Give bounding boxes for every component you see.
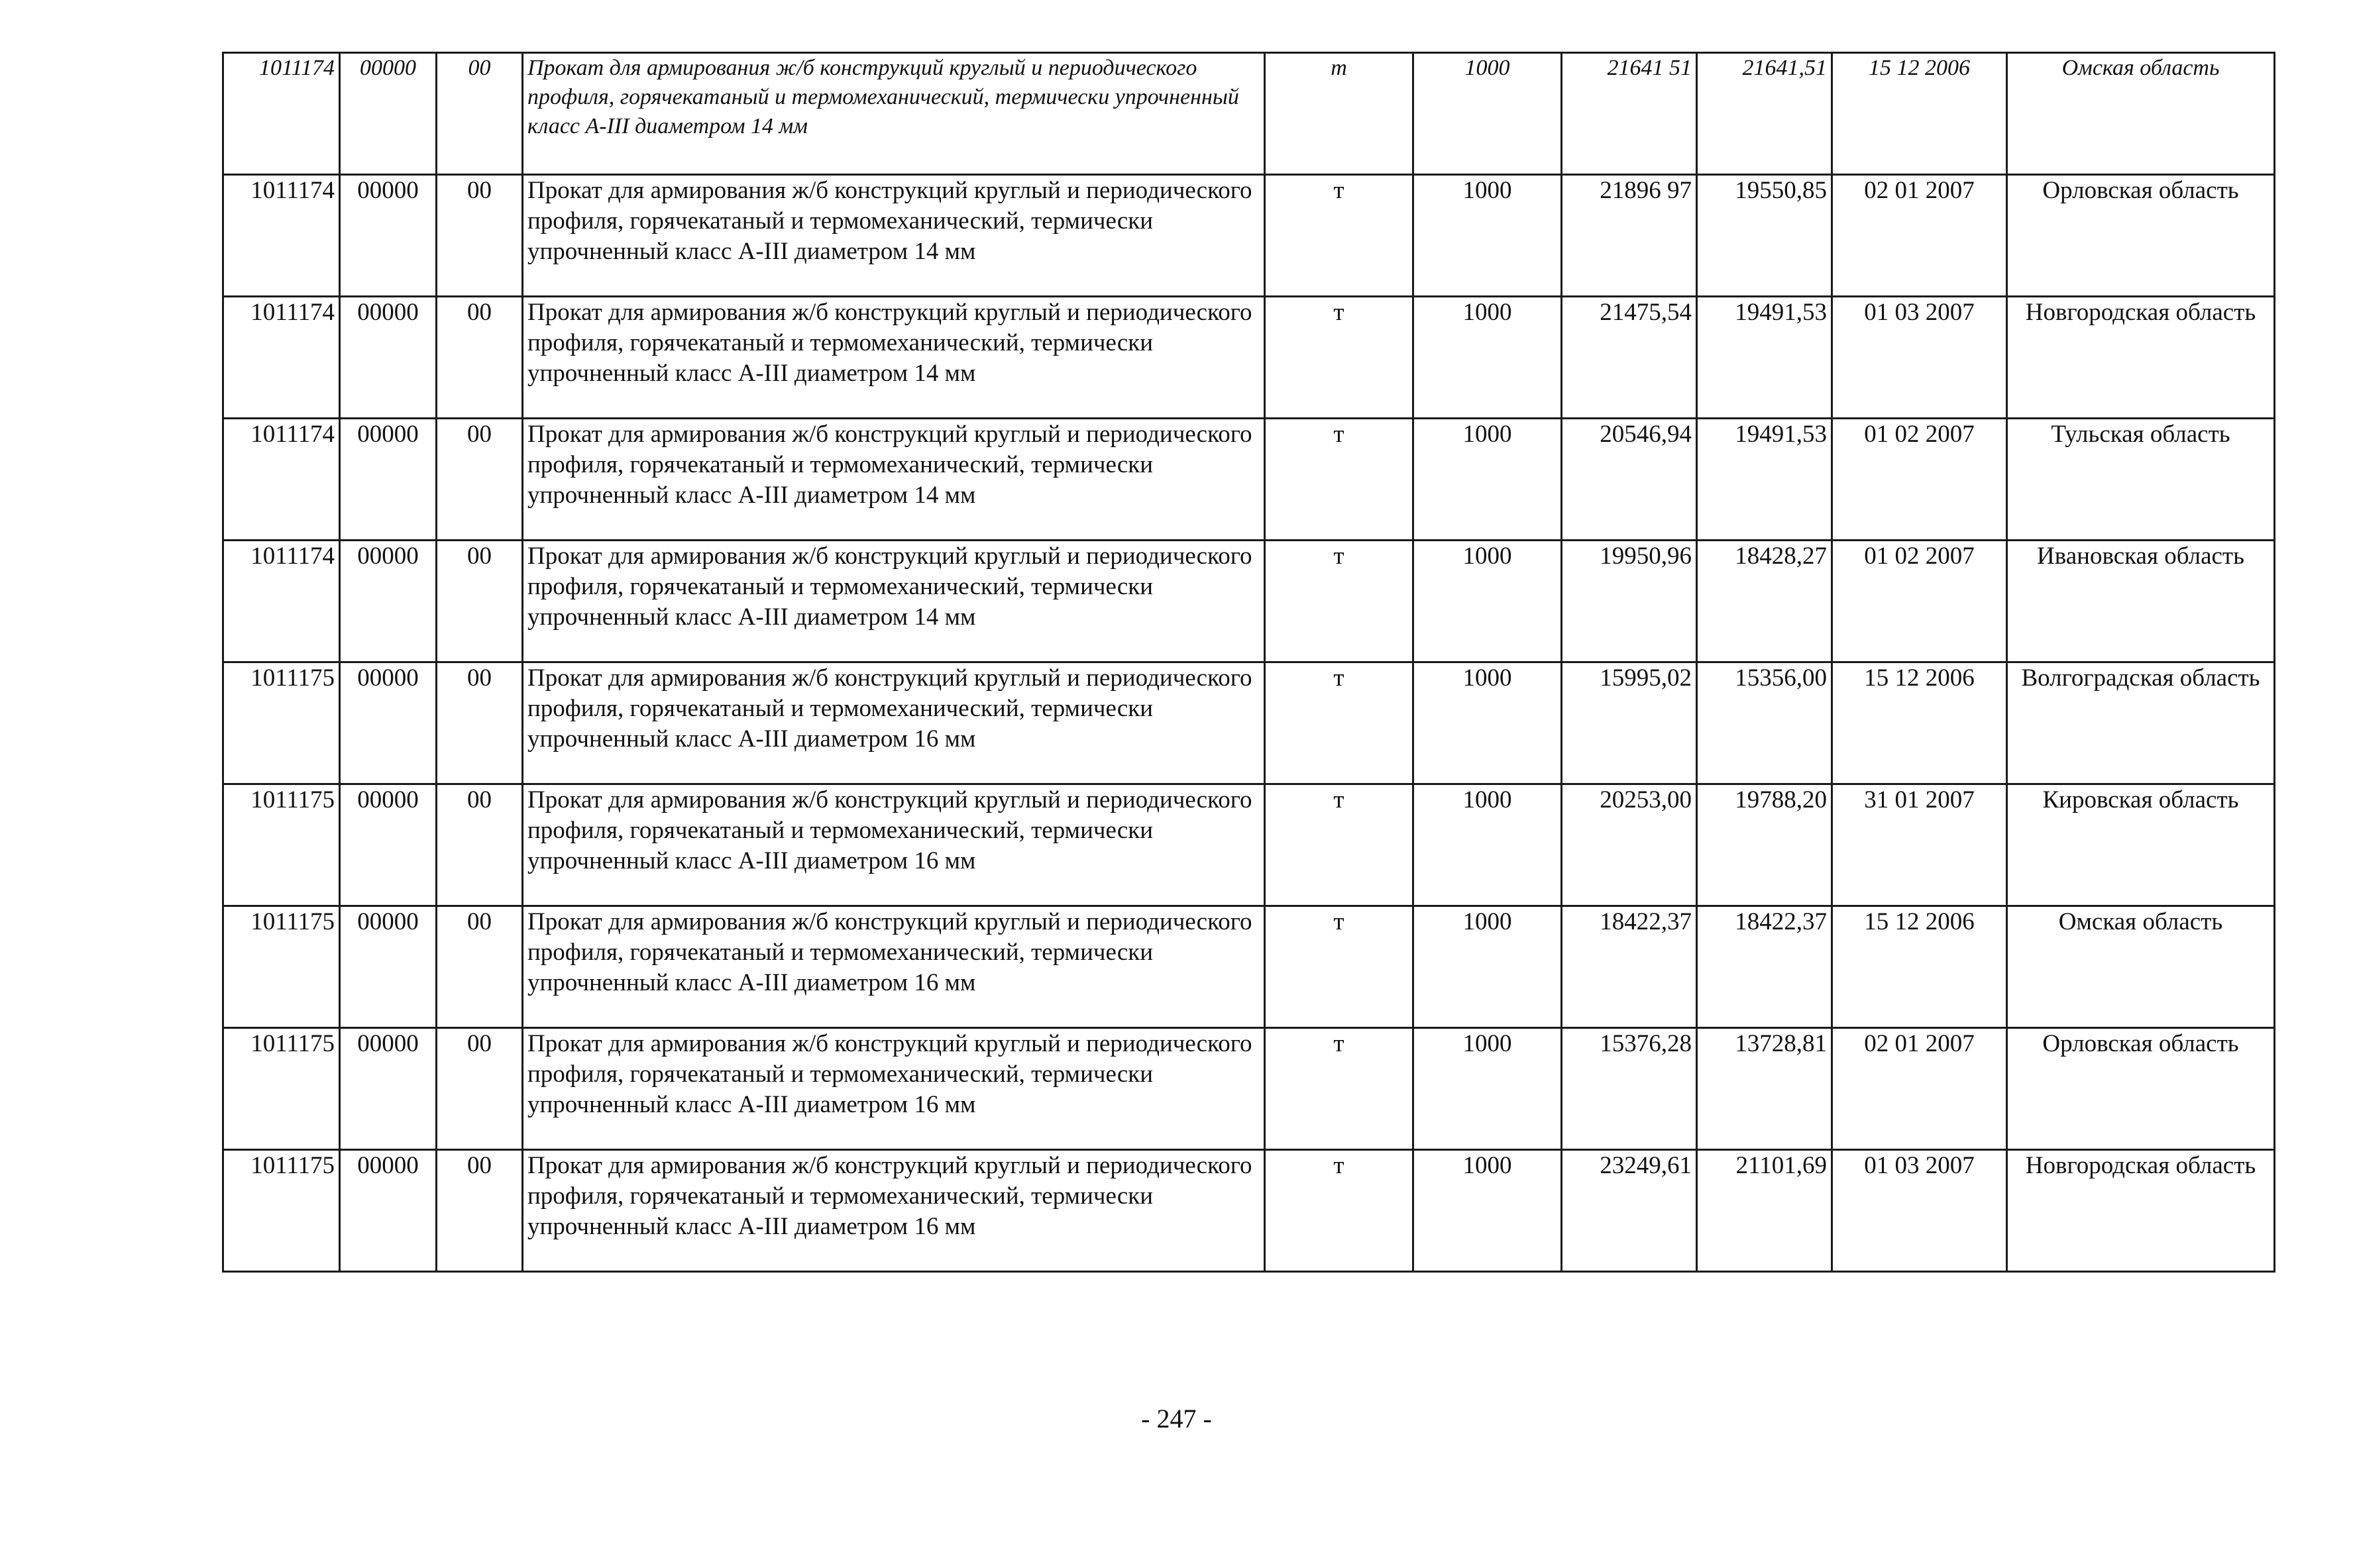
sub-code-cell: 00000 [340,175,437,297]
price-1-cell: 20253,00 [1562,784,1697,906]
quantity-cell: 1000 [1413,419,1562,541]
region-cell: Ивановская область [2007,541,2275,662]
table-body [223,53,2275,1272]
page-number: - 247 - [1141,1404,1212,1434]
price-1-cell: 21475,54 [1562,297,1697,419]
date-cell: 02 01 2007 [1832,175,2007,297]
item-code-cell: 1011174 [223,175,340,297]
price-2-cell: 19550,85 [1697,175,1832,297]
table-row [223,541,2275,662]
sub-code-cell: 00000 [340,297,437,419]
sub-code-cell: 00000 [340,906,437,1028]
price-1-cell: 15376,28 [1562,1028,1697,1150]
region-cell: Орловская область [2007,1028,2275,1150]
date-cell: 01 03 2007 [1832,297,2007,419]
item-name-cell: Прокат для армирования ж/б конструкций круглый и периодического профиля, горячекатаный и термомеханический, термически упрочненный класс А-III диаметром 14 мм [523,419,1265,541]
price-1-cell: 18422,37 [1562,906,1697,1028]
price-1-cell: 23249,61 [1562,1150,1697,1272]
table-row [223,906,2275,1028]
unit-cell: т [1265,297,1413,419]
price-2-cell: 13728,81 [1697,1028,1832,1150]
price-1-cell: 21641 51 [1562,53,1697,175]
sub-code-2-cell: 00 [437,906,523,1028]
item-code-cell: 1011175 [223,906,340,1028]
price-1-cell: 15995,02 [1562,662,1697,784]
item-name-cell: Прокат для армирования ж/б конструкций круглый и периодического профиля, горячекатаный и термомеханический, термически упрочненный класс А-III диаметром 14 мм [523,175,1265,297]
sub-code-cell: 00000 [340,662,437,784]
region-cell: Новгородская область [2007,1150,2275,1272]
date-cell: 15 12 2006 [1832,906,2007,1028]
region-cell: Омская область [2007,906,2275,1028]
unit-cell: т [1265,53,1413,175]
item-name-cell: Прокат для армирования ж/б конструкций круглый и периодического профиля, горячекатаный и термомеханический, термически упрочненный класс А-III диаметром 14 мм [523,53,1265,175]
price-2-cell: 19491,53 [1697,297,1832,419]
date-cell: 15 12 2006 [1832,662,2007,784]
region-cell: Волгоградская область [2007,662,2275,784]
table-row [223,175,2275,297]
date-cell: 02 01 2007 [1832,1028,2007,1150]
sub-code-2-cell: 00 [437,297,523,419]
sub-code-2-cell: 00 [437,784,523,906]
sub-code-cell: 00000 [340,419,437,541]
item-code-cell: 1011174 [223,419,340,541]
item-name-cell: Прокат для армирования ж/б конструкций круглый и периодического профиля, горячекатаный и термомеханический, термически упрочненный класс А-III диаметром 16 мм [523,662,1265,784]
unit-cell: т [1265,662,1413,784]
unit-cell: т [1265,784,1413,906]
item-name-cell: Прокат для армирования ж/б конструкций круглый и периодического профиля, горячекатаный и термомеханический, термически упрочненный класс А-III диаметром 16 мм [523,1028,1265,1150]
sub-code-cell: 00000 [340,784,437,906]
price-2-cell: 19491,53 [1697,419,1832,541]
quantity-cell: 1000 [1413,662,1562,784]
unit-cell: т [1265,1028,1413,1150]
sub-code-2-cell: 00 [437,1028,523,1150]
item-code-cell: 1011175 [223,784,340,906]
sub-code-2-cell: 00 [437,419,523,541]
price-2-cell: 18428,27 [1697,541,1832,662]
sub-code-2-cell: 00 [437,53,523,175]
table-row [223,297,2275,419]
unit-cell: т [1265,906,1413,1028]
date-cell: 01 02 2007 [1832,419,2007,541]
region-cell: Орловская область [2007,175,2275,297]
date-cell: 31 01 2007 [1832,784,2007,906]
unit-cell: т [1265,419,1413,541]
date-cell: 15 12 2006 [1832,53,2007,175]
sub-code-cell: 00000 [340,1150,437,1272]
price-1-cell: 21896 97 [1562,175,1697,297]
quantity-cell: 1000 [1413,784,1562,906]
price-1-cell: 20546,94 [1562,419,1697,541]
item-name-cell: Прокат для армирования ж/б конструкций круглый и периодического профиля, горячекатаный и термомеханический, термически упрочненный класс А-III диаметром 16 мм [523,1150,1265,1272]
price-2-cell: 19788,20 [1697,784,1832,906]
price-2-cell: 21101,69 [1697,1150,1832,1272]
sub-code-cell: 00000 [340,1028,437,1150]
item-code-cell: 1011175 [223,662,340,784]
region-cell: Новгородская область [2007,297,2275,419]
price-2-cell: 18422,37 [1697,906,1832,1028]
date-cell: 01 03 2007 [1832,1150,2007,1272]
sub-code-2-cell: 00 [437,541,523,662]
price-1-cell: 19950,96 [1562,541,1697,662]
item-code-cell: 1011175 [223,1028,340,1150]
price-table [222,52,2275,1273]
item-code-cell: 1011175 [223,1150,340,1272]
table-row [223,662,2275,784]
unit-cell: т [1265,1150,1413,1272]
table-row [223,1028,2275,1150]
sub-code-2-cell: 00 [437,1150,523,1272]
table-row [223,53,2275,175]
sub-code-cell: 00000 [340,53,437,175]
quantity-cell: 1000 [1413,1150,1562,1272]
date-cell: 01 02 2007 [1832,541,2007,662]
item-code-cell: 1011174 [223,541,340,662]
table-row [223,1150,2275,1272]
region-cell: Тульская область [2007,419,2275,541]
item-code-cell: 1011174 [223,53,340,175]
item-name-cell: Прокат для армирования ж/б конструкций круглый и периодического профиля, горячекатаный и термомеханический, термически упрочненный класс А-III диаметром 14 мм [523,297,1265,419]
unit-cell: т [1265,175,1413,297]
quantity-cell: 1000 [1413,53,1562,175]
region-cell: Омская область [2007,53,2275,175]
quantity-cell: 1000 [1413,175,1562,297]
quantity-cell: 1000 [1413,906,1562,1028]
item-name-cell: Прокат для армирования ж/б конструкций круглый и периодического профиля, горячекатаный и термомеханический, термически упрочненный класс А-III диаметром 16 мм [523,784,1265,906]
region-cell: Кировская область [2007,784,2275,906]
item-name-cell: Прокат для армирования ж/б конструкций круглый и периодического профиля, горячекатаный и термомеханический, термически упрочненный класс А-III диаметром 14 мм [523,541,1265,662]
quantity-cell: 1000 [1413,541,1562,662]
table-row [223,784,2275,906]
item-name-cell: Прокат для армирования ж/б конструкций круглый и периодического профиля, горячекатаный и термомеханический, термически упрочненный класс А-III диаметром 16 мм [523,906,1265,1028]
item-code-cell: 1011174 [223,297,340,419]
price-2-cell: 21641,51 [1697,53,1832,175]
quantity-cell: 1000 [1413,297,1562,419]
sub-code-2-cell: 00 [437,175,523,297]
sub-code-2-cell: 00 [437,662,523,784]
unit-cell: т [1265,541,1413,662]
table-row [223,419,2275,541]
sub-code-cell: 00000 [340,541,437,662]
quantity-cell: 1000 [1413,1028,1562,1150]
price-2-cell: 15356,00 [1697,662,1832,784]
